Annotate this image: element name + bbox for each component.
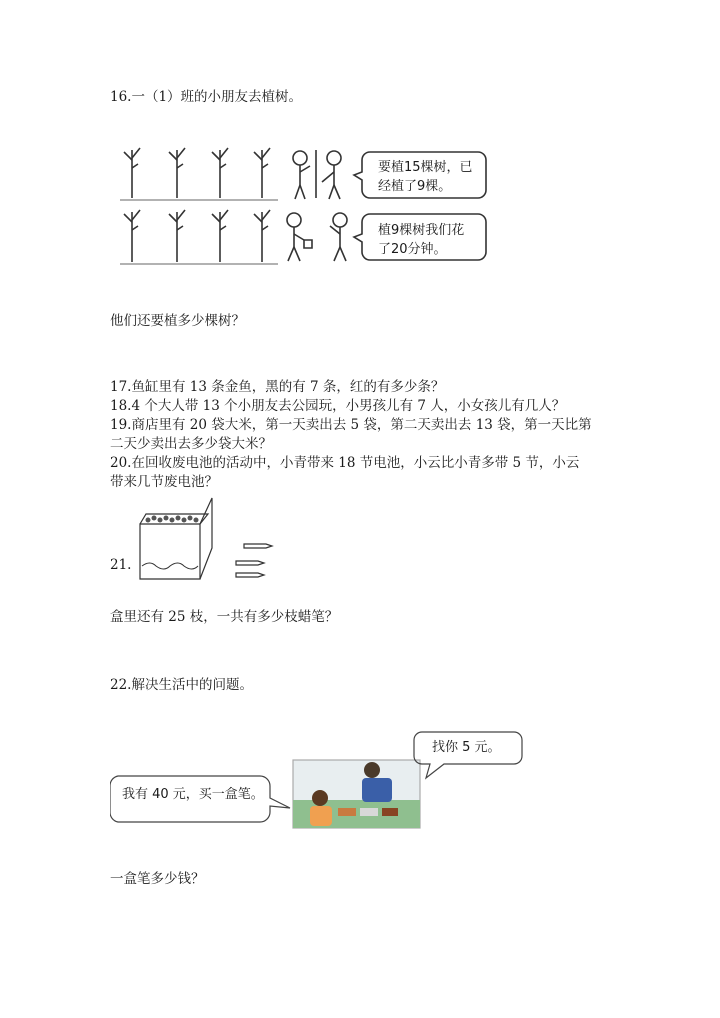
q22-question: 一盒笔多少钱？ [110,871,205,887]
q16-question: 他们还要植多少棵树？ [110,313,245,329]
q22-bubble-left: 我有 40 元，买一盒笔。 [122,787,264,802]
crayon-icon [244,544,272,548]
crayon-icon [236,573,264,577]
tree-icon [212,210,228,262]
q21-question: 盒里还有 25 枝，一共有多少枝蜡笔？ [110,609,339,625]
crayon-icon [236,561,264,565]
q16-bubble2-line1: 植9棵树我们花 [378,223,465,238]
q20-line2: 带来几节废电池？ [110,474,218,490]
q20-line1: 20.在回收废电池的活动中，小青带来 18 节电池，小云比小青多带 5 节，小云 [110,455,580,471]
q16-bubble2-line2: 了20分钟。 [378,242,447,257]
child-figure [287,213,312,261]
tree-icon [254,210,270,262]
q18-text: 18.4 个大人带 13 个小朋友去公园玩，小男孩儿有 7 人，小女孩儿有几人？ [110,398,566,414]
tree-icon [169,148,185,198]
crayon-box [140,524,200,579]
q21-number: 21. [110,557,132,573]
tree-icon [169,210,185,262]
q19-line2: 二天少卖出去多少袋大米？ [110,436,272,452]
tree-icon [124,148,140,198]
q16-bubble1-line2: 经植了9棵。 [378,179,452,194]
q22-title: 22.解决生活中的问题。 [110,677,253,693]
tree-icon [212,148,228,198]
q19-line1: 19.商店里有 20 袋大米，第一天卖出去 5 袋，第二天卖出去 13 袋，第一天比第 [110,417,592,433]
q17-text: 17.鱼缸里有 13 条金鱼，黑的有 7 条，红的有多少条？ [110,379,445,395]
q16-title: 16.一（1）班的小朋友去植树。 [110,89,303,105]
child-figure [330,213,347,261]
q16-bubble1-line1: 要植15棵树，已 [378,160,473,175]
child-figure [293,151,310,199]
crayon-box-illustration [132,494,282,584]
q22-bubble-right: 找你 5 元。 [432,740,501,755]
child-figure [322,151,341,199]
tree-icon [124,210,140,262]
tree-icon [254,148,270,198]
